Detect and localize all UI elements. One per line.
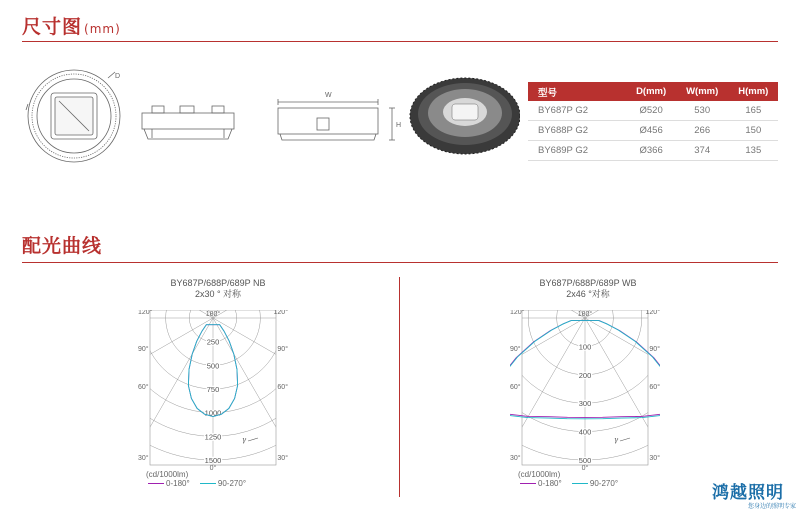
table-cell: 266 xyxy=(676,121,729,141)
section-title-light-distribution: 配光曲线 xyxy=(22,235,103,257)
angle-label: 60° xyxy=(277,384,288,391)
angle-label: 60° xyxy=(138,384,149,391)
table-row xyxy=(528,101,778,121)
table-row xyxy=(528,141,778,161)
table-cell: 530 xyxy=(676,101,729,121)
radial-tick-label: 250 xyxy=(206,337,220,347)
gamma-label: γ xyxy=(614,436,619,444)
legend-label: 0-180° xyxy=(538,479,562,488)
grid-spoke xyxy=(585,318,660,468)
radial-tick-label: 1250 xyxy=(204,432,222,442)
chart1-legend-series xyxy=(146,479,246,488)
product-perspective-image xyxy=(410,78,520,154)
angle-label: 180° xyxy=(577,311,593,318)
chart2-subtitle: 2x46 °对称 xyxy=(566,289,610,299)
chart-grid xyxy=(510,310,660,470)
front-view-drawing xyxy=(278,99,395,140)
angle-label: 90° xyxy=(277,346,288,353)
angle-label: 0° xyxy=(581,465,589,470)
brand-logo xyxy=(700,484,796,511)
polar-chart-wb xyxy=(510,310,660,470)
brand-tagline: 您身边的照明专家 xyxy=(747,503,796,510)
radial-tick-label: 500 xyxy=(578,456,592,465)
gamma-arrow xyxy=(248,438,258,441)
section-rule xyxy=(22,262,778,263)
legend-label: 0-180° xyxy=(166,479,190,488)
angle-label: 180° xyxy=(205,311,221,318)
brand-name: 鸿越照明 xyxy=(712,483,784,503)
angle-label: 90° xyxy=(510,346,521,353)
angle-label: 30° xyxy=(510,455,521,462)
table-cell: BY688P G2 xyxy=(528,121,626,141)
grid-spoke xyxy=(213,318,288,468)
table-cell: 165 xyxy=(729,101,778,121)
chart-divider xyxy=(399,277,400,497)
chart1-legend xyxy=(146,470,246,488)
radial-tick-label: 200 xyxy=(578,370,592,380)
angle-label: 90° xyxy=(649,346,660,353)
chart1-title: BY687P/688P/689P NB xyxy=(170,278,266,288)
angle-label: 90° xyxy=(138,346,149,353)
radial-tick-label: 400 xyxy=(578,427,592,437)
top-view-drawing xyxy=(26,70,120,162)
table-row xyxy=(528,121,778,141)
legend-swatch xyxy=(148,483,164,484)
table-cell: 374 xyxy=(676,141,729,161)
chart2-legend-series xyxy=(518,479,618,488)
angle-label: 30° xyxy=(649,455,660,462)
radial-tick-label: 500 xyxy=(206,361,220,371)
angle-label: 30° xyxy=(277,455,288,462)
table-cell: BY689P G2 xyxy=(528,141,626,161)
col-header-w: W(mm) xyxy=(676,82,729,101)
angle-label: 0° xyxy=(209,465,217,470)
section-rule xyxy=(22,41,778,42)
angle-label: 120° xyxy=(645,310,660,316)
grid-spoke xyxy=(138,318,213,468)
legend-label: 90-270° xyxy=(589,479,619,488)
angle-label: 120° xyxy=(138,310,153,316)
dim-h-label: H xyxy=(396,122,402,129)
gamma-label: γ xyxy=(242,436,247,444)
table-cell: Ø366 xyxy=(626,141,675,161)
legend-swatch xyxy=(572,483,588,484)
section-title-dimensions xyxy=(22,12,121,39)
dim-w-label: W xyxy=(325,92,332,99)
radial-tick-label: 750 xyxy=(206,385,220,394)
table-cell: 150 xyxy=(729,121,778,141)
table-cell: Ø520 xyxy=(626,101,675,121)
dimension-drawings xyxy=(20,64,520,169)
radial-tick-label: 300 xyxy=(578,399,592,409)
col-header-d: D(mm) xyxy=(626,82,675,101)
table-cell: Ø456 xyxy=(626,121,675,141)
side-view-drawing xyxy=(142,106,234,139)
angle-label: 120° xyxy=(273,310,288,316)
section-title-unit: (mm) xyxy=(84,22,121,36)
chart2-legend xyxy=(518,470,618,488)
col-header-h: H(mm) xyxy=(729,82,778,101)
grid-spoke xyxy=(585,318,660,470)
radial-tick-label: 1500 xyxy=(204,456,222,465)
dim-d-label: D xyxy=(115,73,121,80)
chart1-subtitle: 2x30 ° 对称 xyxy=(194,289,242,299)
radial-tick-label: 1000 xyxy=(204,408,222,418)
table-cell: 135 xyxy=(729,141,778,161)
radial-tick-label: 100 xyxy=(578,342,592,352)
col-header-model: 型号 xyxy=(528,82,626,101)
legend-swatch xyxy=(200,483,216,484)
angle-label: 120° xyxy=(510,310,525,316)
section-title-text: 尺寸图 xyxy=(22,16,83,38)
angle-label: 30° xyxy=(138,455,149,462)
grid-spoke xyxy=(510,318,585,468)
grid-spoke xyxy=(510,318,585,470)
chart2-caption xyxy=(488,278,688,300)
legend-swatch xyxy=(520,483,536,484)
legend-label: 90-270° xyxy=(217,479,247,488)
gamma-arrow xyxy=(620,438,630,441)
chart1-unit-label: (cd/1000lm) xyxy=(146,470,189,479)
spec-table-header xyxy=(528,82,778,101)
angle-label: 60° xyxy=(510,384,521,391)
grid-spoke xyxy=(213,318,288,470)
chart2-unit-label: (cd/1000lm) xyxy=(518,470,561,479)
polar-chart-nb xyxy=(138,310,288,470)
angle-label: 60° xyxy=(649,384,660,391)
spec-table xyxy=(528,82,778,161)
chart1-caption xyxy=(118,278,318,300)
grid-spoke xyxy=(138,318,213,470)
chart2-title: BY687P/688P/689P WB xyxy=(539,278,637,288)
table-cell: BY687P G2 xyxy=(528,101,626,121)
